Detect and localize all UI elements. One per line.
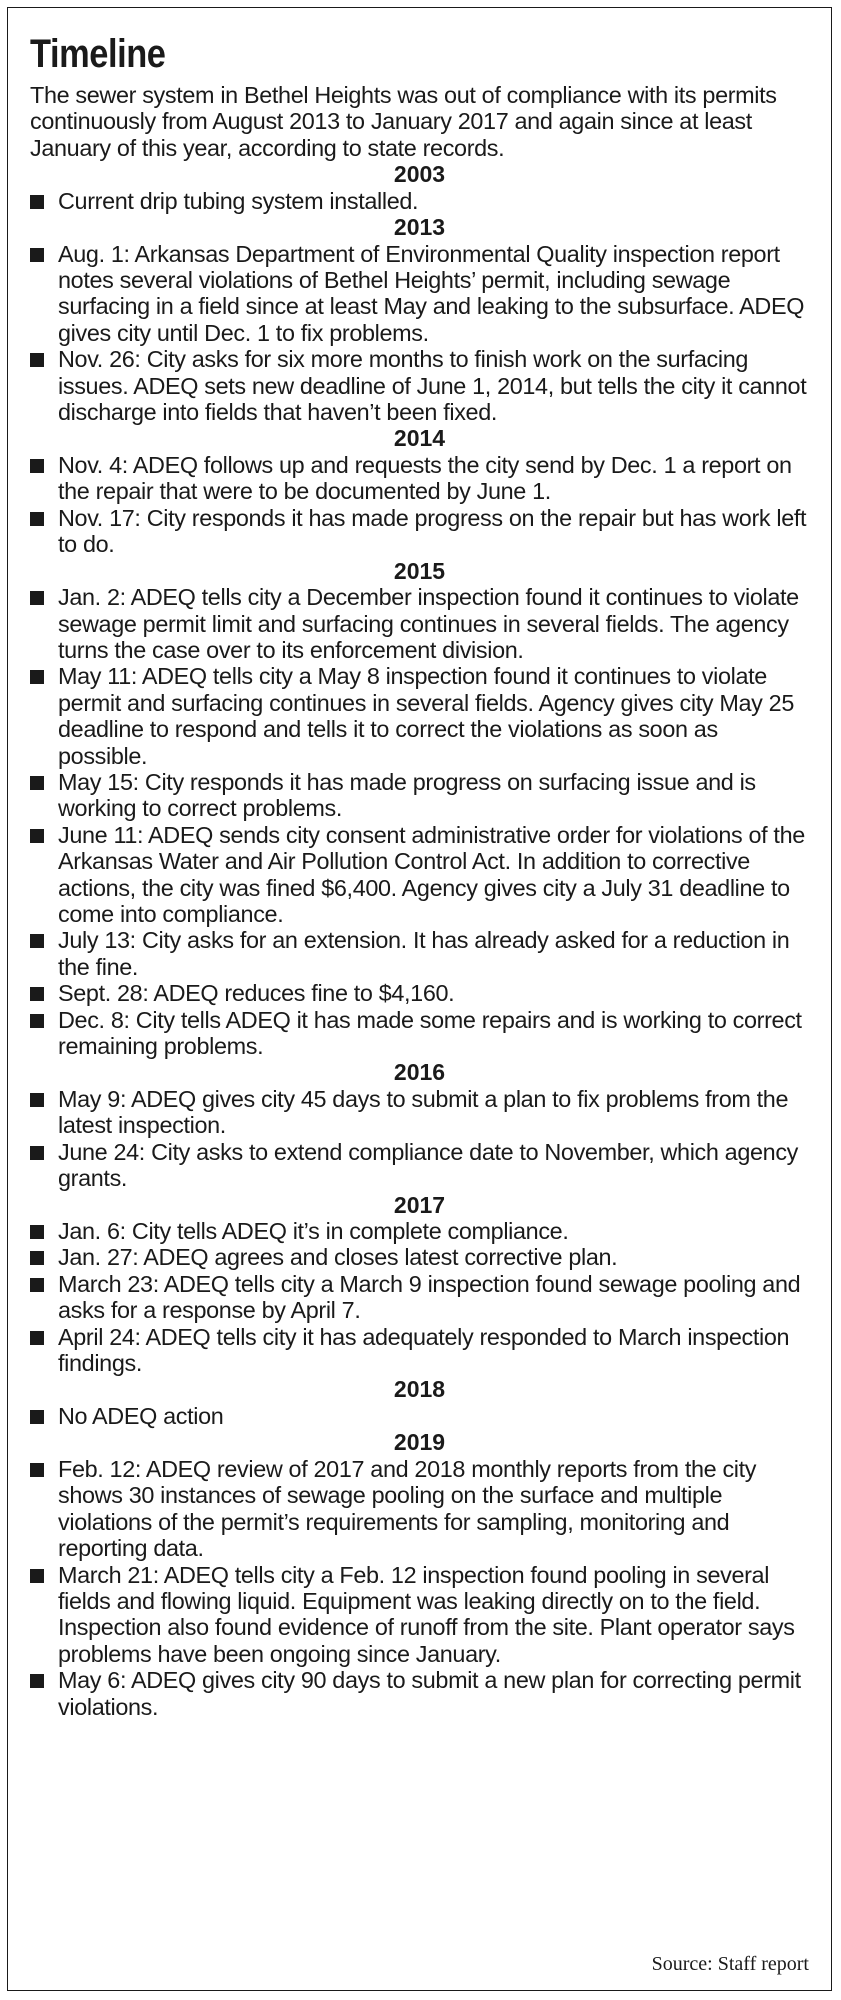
timeline-entry xyxy=(30,1562,809,1668)
timeline-entry xyxy=(30,769,809,822)
year-section-2018 xyxy=(30,1376,809,1429)
timeline-entry xyxy=(30,980,809,1006)
entry-list xyxy=(30,188,809,214)
entry-text: March 21: ADEQ tells city a Feb. 12 inspection found pooling in several fields and flowing liquid. Equipment was leaking directly on to the field. Inspection also found evidence of runoff from the site. Plant operator says problems have been ongoing since January. xyxy=(58,1561,795,1667)
square-bullet-icon xyxy=(30,248,44,262)
square-bullet-icon xyxy=(30,776,44,790)
timeline-entry xyxy=(30,1324,809,1377)
timeline-entry xyxy=(30,346,809,425)
square-bullet-icon xyxy=(30,1278,44,1292)
entry-text: July 13: City asks for an extension. It has already asked for a reduction in the fine. xyxy=(58,927,790,980)
timeline-entry xyxy=(30,1667,809,1720)
entry-text: Dec. 8: City tells ADEQ it has made some repairs and is working to correct remaining problems. xyxy=(58,1006,802,1059)
entry-text: May 6: ADEQ gives city 90 days to submit a new plan for correcting permit violations. xyxy=(58,1667,801,1720)
timeline-entry xyxy=(30,1139,809,1192)
square-bullet-icon xyxy=(30,591,44,605)
square-bullet-icon xyxy=(30,1410,44,1424)
timeline-entry xyxy=(30,1244,809,1270)
entry-text: Nov. 17: City responds it has made progress on the repair but has work left to do. xyxy=(58,504,807,558)
square-bullet-icon xyxy=(30,1251,44,1265)
entry-list xyxy=(30,584,809,1059)
entry-text: Nov. 26: City asks for six more months to finish work on the surfacing issues. ADEQ sets new deadline of June 1, 2014, but tells the city it cannot discharge into fields that haven’t been fixed. xyxy=(58,346,807,426)
timeline-entry xyxy=(30,1456,809,1562)
entry-text: Feb. 12: ADEQ review of 2017 and 2018 monthly reports from the city shows 30 instances of sewage pooling on the surface and multiple violations of the permit’s requirements for sampling, monitoring and reporting data. xyxy=(58,1455,757,1562)
year-heading: 2018 xyxy=(393,1376,446,1403)
timeline-sections xyxy=(30,161,809,1720)
square-bullet-icon xyxy=(30,1331,44,1345)
square-bullet-icon xyxy=(30,829,44,843)
source-credit: Source: Staff report xyxy=(651,1953,809,1975)
entry-text: May 9: ADEQ gives city 45 days to submit a plan to fix problems from the latest inspection. xyxy=(58,1085,789,1139)
entry-list xyxy=(30,452,809,558)
entry-text: June 24: City asks to extend compliance date to November, which agency grants. xyxy=(58,1138,799,1192)
year-section-2014 xyxy=(30,425,809,557)
entry-text: Nov. 4: ADEQ follows up and requests the city send by Dec. 1 a report on the repair that were to be documented by June 1. xyxy=(58,451,792,505)
square-bullet-icon xyxy=(30,1225,44,1239)
square-bullet-icon xyxy=(30,670,44,684)
timeline-entry xyxy=(30,505,809,558)
entry-text: May 15: City responds it has made progress on surfacing issue and is working to correct problems. xyxy=(58,768,756,822)
year-section-2019 xyxy=(30,1429,809,1720)
year-heading: 2019 xyxy=(393,1429,446,1456)
entry-list xyxy=(30,1456,809,1720)
timeline-entry xyxy=(30,1271,809,1324)
entry-text: June 11: ADEQ sends city consent administrative order for violations of the Arkansas Water and Air Pollution Control Act. In addition to corrective actions, the city was fined $6,400. Agency gives city a July 31 deadline to come into compliance. xyxy=(58,821,805,927)
square-bullet-icon xyxy=(30,512,44,526)
year-heading: 2014 xyxy=(393,425,446,452)
entry-list xyxy=(30,241,809,426)
entry-text: May 11: ADEQ tells city a May 8 inspection found it continues to violate permit and surfacing continues in several fields. Agency gives city May 25 deadline to respond and tells it to correct the violations as soon as possible. xyxy=(58,663,794,769)
timeline-entry xyxy=(30,188,809,214)
square-bullet-icon xyxy=(30,1674,44,1688)
timeline-entry xyxy=(30,584,809,663)
year-heading: 2013 xyxy=(393,214,446,241)
entry-text: Sept. 28: ADEQ reduces fine to $4,160. xyxy=(58,980,455,1007)
square-bullet-icon xyxy=(30,459,44,473)
timeline-entry xyxy=(30,1218,809,1244)
entry-text: Aug. 1: Arkansas Department of Environmental Quality inspection report notes several violations of Bethel Heights’ permit, including sewage surfacing in a field since at least May and leaking to the subsurface. ADEQ gives city until Dec. 1 to fix problems. xyxy=(58,240,805,346)
square-bullet-icon xyxy=(30,1146,44,1160)
square-bullet-icon xyxy=(30,1463,44,1477)
entry-text: Current drip tubing system installed. xyxy=(58,187,419,214)
square-bullet-icon xyxy=(30,934,44,948)
year-heading: 2016 xyxy=(393,1059,446,1086)
year-section-2015 xyxy=(30,558,809,1060)
square-bullet-icon xyxy=(30,1569,44,1583)
timeline-entry xyxy=(30,663,809,769)
entry-text: Jan. 27: ADEQ agrees and closes latest corrective plan. xyxy=(58,1244,618,1271)
entry-list xyxy=(30,1218,809,1376)
square-bullet-icon xyxy=(30,1093,44,1107)
timeline-entry xyxy=(30,452,809,505)
timeline-entry xyxy=(30,1403,809,1429)
entry-list xyxy=(30,1086,809,1192)
year-heading: 2017 xyxy=(393,1191,446,1218)
entry-text: No ADEQ action xyxy=(58,1402,224,1429)
entry-text: Jan. 6: City tells ADEQ it’s in complete compliance. xyxy=(58,1218,569,1245)
square-bullet-icon xyxy=(30,1014,44,1028)
entry-list xyxy=(30,1403,809,1429)
intro-paragraph: The sewer system in Bethel Heights was out of compliance with its permits continuously from August 2013 to January 2017 and again since at least January of this year, according to state records. xyxy=(30,82,777,161)
year-section-2016 xyxy=(30,1059,809,1191)
timeline-entry xyxy=(30,241,809,347)
entry-text: Jan. 2: ADEQ tells city a December inspection found it continues to violate sewage permit limit and surfacing continues in several fields. The agency turns the case over to its enforcement division. xyxy=(58,584,799,663)
square-bullet-icon xyxy=(30,353,44,367)
timeline-entry xyxy=(30,927,809,980)
year-heading: 2015 xyxy=(393,557,446,584)
square-bullet-icon xyxy=(30,195,44,209)
timeline-entry xyxy=(30,1086,809,1139)
year-section-2013 xyxy=(30,214,809,425)
timeline-title: Timeline xyxy=(30,32,166,76)
entry-text: March 23: ADEQ tells city a March 9 inspection found sewage pooling and asks for a response by April 7. xyxy=(58,1270,801,1324)
timeline-entry xyxy=(30,1007,809,1060)
timeline-entry xyxy=(30,822,809,928)
year-section-2003 xyxy=(30,161,809,214)
year-section-2017 xyxy=(30,1192,809,1377)
entry-text: April 24: ADEQ tells city it has adequately responded to March inspection findings. xyxy=(58,1323,790,1377)
square-bullet-icon xyxy=(30,987,44,1001)
timeline-panel xyxy=(7,7,832,1991)
year-heading: 2003 xyxy=(393,161,446,188)
